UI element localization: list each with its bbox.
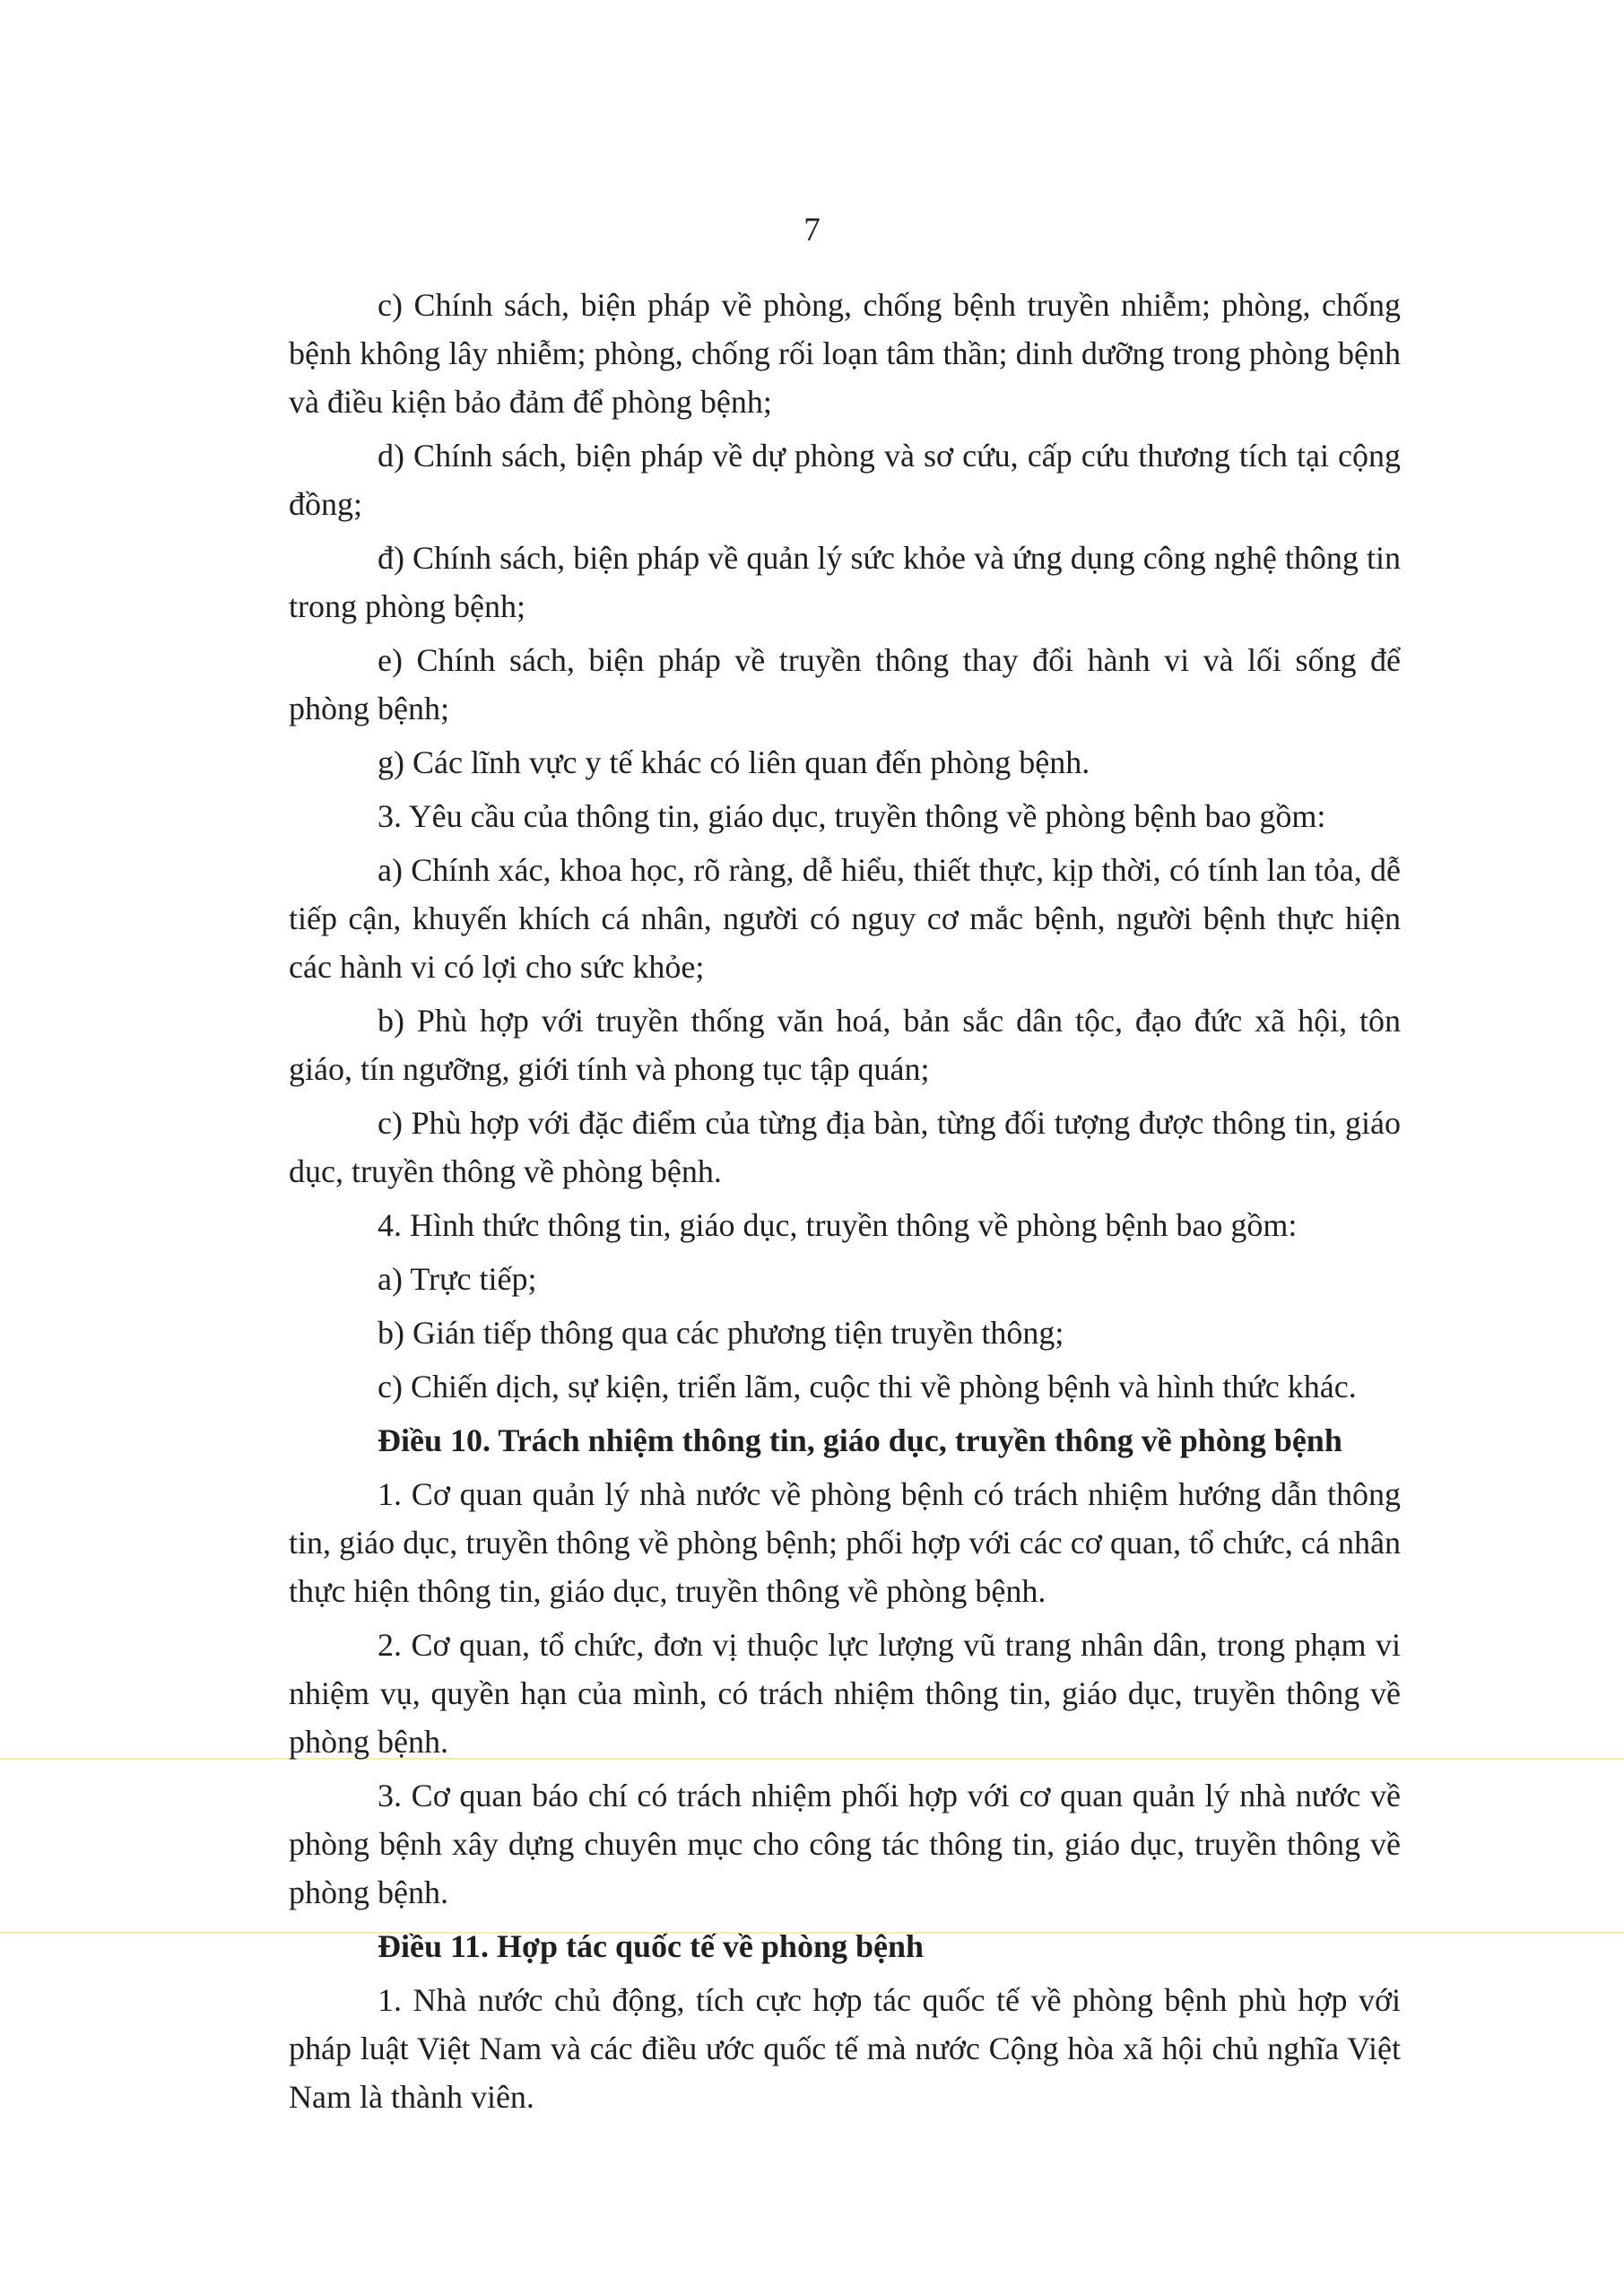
paragraph: a) Chính xác, khoa học, rõ ràng, dễ hiểu, thiết thực, kịp thời, có tính lan tỏa, dễ tiếp cận, khuyến khích cá nhân, người có nguy cơ mắc bệnh, người bệnh thực hiện các hành vi có lợi cho sức khỏe; (289, 852, 1401, 985)
paragraph: c) Chính sách, biện pháp về phòng, chống bệnh truyền nhiễm; phòng, chống bệnh không lây nhiễm; phòng, chống rối loạn tâm thần; dinh dưỡng trong phòng bệnh và điều kiện bảo đảm để phòng bệnh; (289, 287, 1401, 420)
paragraph: 4. Hình thức thông tin, giáo dục, truyền thông về phòng bệnh bao gồm: (378, 1207, 1298, 1243)
paragraph: e) Chính sách, biện pháp về truyền thông thay đổi hành vi và lối sống để phòng bệnh; (289, 642, 1401, 726)
paragraph: c) Phù hợp với đặc điểm của từng địa bàn, từng đối tượng được thông tin, giáo dục, truyền thông về phòng bệnh. (289, 1105, 1401, 1189)
article-heading: Điều 10. Trách nhiệm thông tin, giáo dục, truyền thông về phòng bệnh (378, 1422, 1342, 1458)
paragraph: 1. Cơ quan quản lý nhà nước về phòng bệnh có trách nhiệm hướng dẫn thông tin, giáo dục, truyền thông về phòng bệnh; phối hợp với các cơ quan, tổ chức, cá nhân thực hiện thông tin, giáo dục, truyền thông về phòng bệnh. (289, 1476, 1401, 1609)
paragraph: b) Gián tiếp thông qua các phương tiện truyền thông; (378, 1315, 1064, 1351)
paragraph: b) Phù hợp với truyền thống văn hoá, bản sắc dân tộc, đạo đức xã hội, tôn giáo, tín ngưỡng, giới tính và phong tục tập quán; (289, 1003, 1401, 1087)
page-number: 7 (803, 212, 821, 248)
paragraph: a) Trực tiếp; (378, 1261, 537, 1297)
paragraph: 1. Nhà nước chủ động, tích cực hợp tác quốc tế về phòng bệnh phù hợp với pháp luật Việt Nam và các điều ước quốc tế mà nước Cộng hòa xã hội chủ nghĩa Việt Nam là thành viên. (289, 1982, 1401, 2115)
article-heading: Điều 11. Hợp tác quốc tế về phòng bệnh (378, 1928, 925, 1964)
paragraph: đ) Chính sách, biện pháp về quản lý sức khỏe và ứng dụng công nghệ thông tin trong phòng bệnh; (289, 540, 1401, 624)
paragraph: c) Chiến dịch, sự kiện, triển lãm, cuộc thi về phòng bệnh và hình thức khác. (378, 1369, 1357, 1405)
paragraph: 3. Yêu cầu của thông tin, giáo dục, truyền thông về phòng bệnh bao gồm: (378, 798, 1326, 834)
paragraph: 3. Cơ quan báo chí có trách nhiệm phối hợp với cơ quan quản lý nhà nước về phòng bệnh xây dựng chuyên mục cho công tác thông tin, giáo dục, truyền thông về phòng bệnh. (289, 1778, 1401, 1910)
paragraph: g) Các lĩnh vực y tế khác có liên quan đến phòng bệnh. (378, 744, 1090, 780)
paragraph: d) Chính sách, biện pháp về dự phòng và sơ cứu, cấp cứu thương tích tại cộng đồng; (289, 438, 1401, 522)
paragraph: 2. Cơ quan, tổ chức, đơn vị thuộc lực lượng vũ trang nhân dân, trong phạm vi nhiệm vụ, quyền hạn của mình, có trách nhiệm thông tin, giáo dục, truyền thông về phòng bệnh. (289, 1627, 1401, 1760)
document-body (289, 281, 1401, 2126)
